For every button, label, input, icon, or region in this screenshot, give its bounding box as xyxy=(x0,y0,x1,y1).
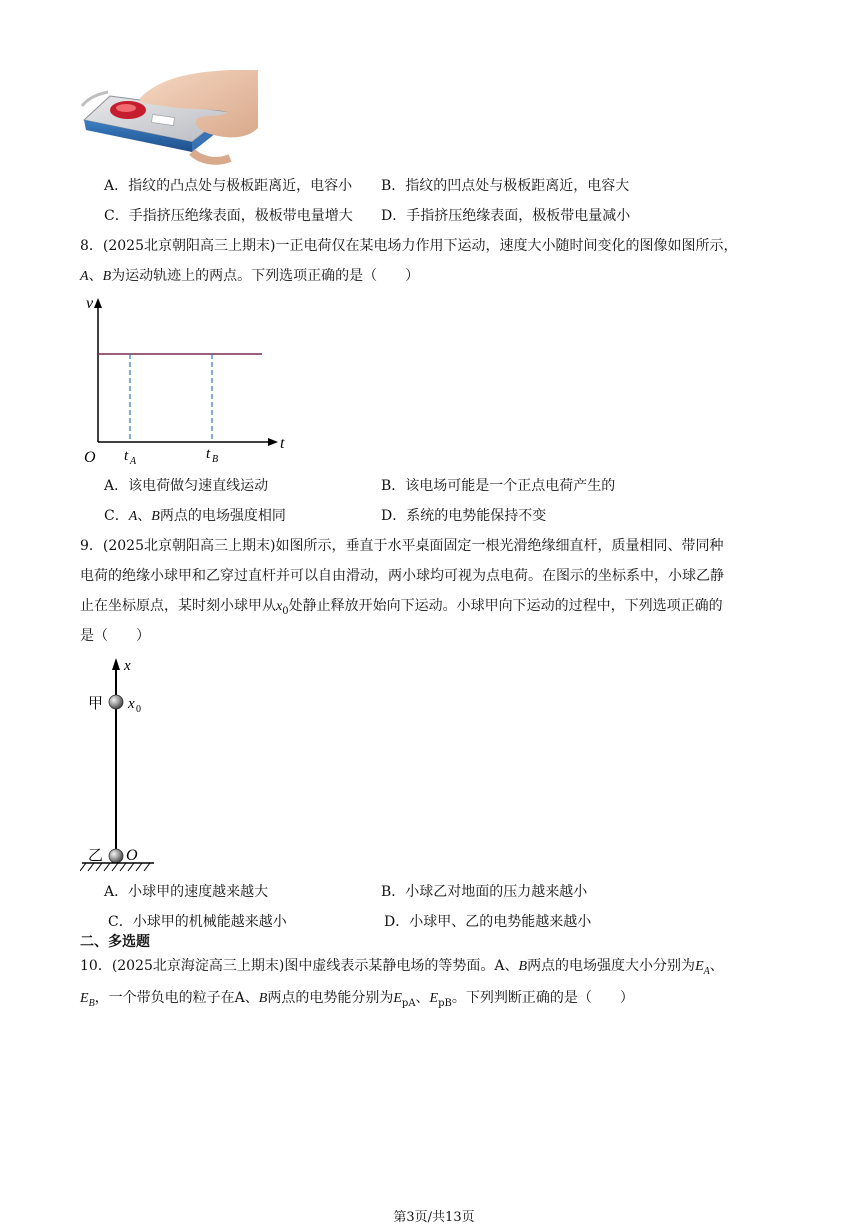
q10-line1-pre: 10．(2025北京海淀高三上期末)图中虚线表示某静电场的等势面。 xyxy=(80,958,495,974)
q7-option-a: A．指纹的凸点处与极板距离近，电容小 xyxy=(104,178,353,194)
q8-stem-line2 xyxy=(80,266,419,287)
q8-option-c-point-a: A xyxy=(128,509,138,524)
ground-hatching xyxy=(80,863,150,871)
q7-option-c: C．手指挤压绝缘表面，极板带电量增大 xyxy=(104,208,353,224)
ball-jia xyxy=(109,695,123,709)
q10-epb: E xyxy=(429,991,439,1006)
q10-line1-end: 、 xyxy=(709,958,724,974)
fingerprint-sensor-illustration xyxy=(80,68,260,168)
q9-stem-line4: 是（ ） xyxy=(80,628,150,644)
q10-line2-end: 。下列判断正确的是（ ） xyxy=(451,990,634,1006)
q9-option-d: D．小球甲、乙的电势能越来越小 xyxy=(384,914,592,930)
q8-option-c-prefix: C． xyxy=(104,508,129,524)
q10-stem-line2 xyxy=(80,988,634,1014)
q8-option-c-sep: 、 xyxy=(137,508,152,524)
q7-option-b: B．指纹的凹点处与极板距离近，电容大 xyxy=(381,178,630,194)
ball-yi xyxy=(109,849,123,863)
tb-label: t xyxy=(206,446,211,462)
q10-line1-mid: 两点的电场强度大小分别为 xyxy=(527,958,696,974)
q10-point-b: B xyxy=(518,959,528,974)
q8-point-a: A xyxy=(80,269,89,284)
q10-line2-point-b: B xyxy=(258,991,268,1006)
q9-line3-pre: 止在坐标原点，某时刻小球甲从 xyxy=(80,598,276,614)
q10-eb: E xyxy=(80,991,89,1006)
q9-stem-line1: 9．(2025北京朝阳高三上期末)如图所示，垂直于水平桌面固定一根光滑绝缘细直杆，质量相同、带同种 xyxy=(80,538,724,554)
x0-label: x xyxy=(128,696,135,712)
q8-velocity-time-graph xyxy=(80,292,300,470)
q8-point-b: B xyxy=(102,269,112,284)
origin-label: O xyxy=(84,449,96,466)
page-number-footer: 第3页/共13页 xyxy=(393,1210,475,1225)
q8-option-c xyxy=(104,506,286,527)
t-axis-arrow xyxy=(268,438,278,446)
ta-subscript: A xyxy=(130,456,137,467)
q10-epb-sub: pB xyxy=(438,997,452,1009)
ball-yi-label: 乙 xyxy=(88,848,104,864)
q9-option-a: A．小球甲的速度越来越大 xyxy=(104,884,269,900)
section-title-multiple-choice: 二、多选题 xyxy=(80,934,150,950)
q9-option-b: B．小球乙对地面的压力越来越小 xyxy=(381,884,588,900)
q8-option-a: A．该电荷做匀速直线运动 xyxy=(104,478,269,494)
q10-line2-mid2: 两点的电势能分别为 xyxy=(267,990,394,1006)
tb-subscript: B xyxy=(212,454,219,465)
q10-line2-point-a: A xyxy=(234,990,245,1006)
q8-stem-line2-rest: 为运动轨迹上的两点。下列选项正确的是（ ） xyxy=(111,268,420,284)
q9-stem-line3 xyxy=(80,596,723,622)
x-axis-label: x xyxy=(124,658,131,674)
q8-separator: 、 xyxy=(88,268,103,284)
q10-epa-sub: pA xyxy=(401,997,416,1009)
t-axis-label: t xyxy=(280,435,285,452)
q10-point-a: A xyxy=(494,958,505,974)
q10-line2-mid: ，一个带负电的粒子在 xyxy=(94,990,235,1006)
origin-o-label: O xyxy=(126,847,138,864)
v-axis-label: v xyxy=(86,295,94,312)
q10-epa: E xyxy=(393,991,402,1006)
q10-stem-line1 xyxy=(80,956,724,982)
q10-eb-sub: B xyxy=(88,997,95,1009)
q8-option-c-rest: 两点的电场强度相同 xyxy=(159,508,286,524)
q9-stem-line2: 电荷的绝缘小球甲和乙穿过直杆并可以自由滑动，两小球均可视为点电荷。在图示的坐标系中，小球乙静 xyxy=(80,568,724,584)
ta-label: t xyxy=(124,448,129,464)
q9-line3-post: 处静止释放开始向下运动。小球甲向下运动的过程中，下列选项正确的 xyxy=(288,598,723,614)
v-axis-arrow xyxy=(94,298,102,308)
q9-x0-sub: 0 xyxy=(282,605,289,617)
ball-jia-label: 甲 xyxy=(88,696,104,712)
x-axis-arrow xyxy=(112,658,120,670)
q8-option-b: B．该电场可能是一个正点电荷产生的 xyxy=(381,478,616,494)
q8-option-c-point-b: B xyxy=(151,509,160,524)
q9-option-c: C．小球甲的机械能越来越小 xyxy=(108,914,287,930)
q7-option-d: D．手指挤压绝缘表面，极板带电量减小 xyxy=(381,208,631,224)
q10-sep1: 、 xyxy=(504,958,519,974)
x0-subscript: 0 xyxy=(136,704,141,715)
q10-ea: E xyxy=(695,959,704,974)
q8-stem-line1: 8．(2025北京朝阳高三上期末)一正电荷仅在某电场力作用下运动，速度大小随时间变化的图像如图所示， xyxy=(80,238,738,254)
q10-sep2: 、 xyxy=(244,990,259,1006)
q8-option-d: D．系统的电势能保持不变 xyxy=(381,508,547,524)
q9-x0-var: x xyxy=(276,599,283,614)
q10-sep3: 、 xyxy=(415,990,430,1006)
q10-ea-sub: A xyxy=(703,965,710,977)
q9-rod-figure xyxy=(80,652,180,874)
